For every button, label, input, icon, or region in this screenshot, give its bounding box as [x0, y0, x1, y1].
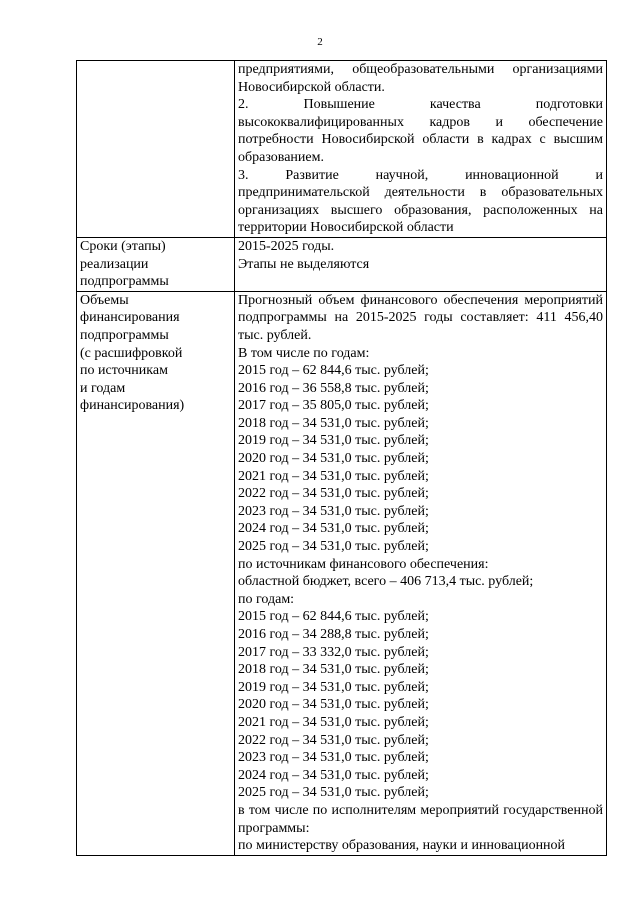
- funding-label-line: финансирования: [80, 310, 180, 326]
- year-amount-line: 2022 год – 34 531,0 тыс. рублей;: [238, 486, 429, 502]
- total-by-year-list: [238, 362, 603, 556]
- goals-cell: [235, 61, 607, 238]
- year-amount-line: 2025 год – 34 531,0 тыс. рублей;: [238, 785, 429, 801]
- funding-label-line: по источникам: [80, 363, 168, 379]
- ministry-text: по министерству образования, науки и инновационной: [238, 838, 566, 854]
- year-amount-line: 2019 год – 34 531,0 тыс. рублей;: [238, 433, 429, 449]
- year-amount-line: 2020 год – 34 531,0 тыс. рублей;: [238, 697, 429, 713]
- sources-heading: по источникам финансового обеспечения:: [238, 556, 489, 572]
- year-amount-line: 2019 год – 34 531,0 тыс. рублей;: [238, 679, 429, 695]
- page-number: 2: [317, 36, 323, 48]
- table-row: [77, 291, 607, 855]
- funding-cell: [235, 291, 607, 855]
- year-amount-line: 2020 год – 34 531,0 тыс. рублей;: [238, 451, 429, 467]
- year-amount-line: 2018 год – 34 531,0 тыс. рублей;: [238, 662, 429, 678]
- funding-label-line: и годам: [80, 380, 126, 396]
- funding-label-line: Объемы: [80, 292, 129, 308]
- funding-intro: Прогнозный объем финансового обеспечения мероприятий подпрограммы на 2015-2025 годы составляет: 411 456,40 тыс. рублей.: [238, 292, 603, 343]
- regional-by-year-list: [238, 608, 603, 802]
- terms-cell: [235, 237, 607, 291]
- year-amount-line: 2015 год – 62 844,6 тыс. рублей;: [238, 363, 429, 379]
- year-amount-line: 2015 год – 62 844,6 тыс. рублей;: [238, 609, 429, 625]
- funding-label-line: финансирования): [80, 398, 185, 414]
- year-amount-line: 2022 год – 34 531,0 тыс. рублей;: [238, 732, 429, 748]
- subprogram-passport-table: [76, 60, 607, 856]
- year-amount-line: 2021 год – 34 531,0 тыс. рублей;: [238, 468, 429, 484]
- year-amount-line: 2017 год – 35 805,0 тыс. рублей;: [238, 398, 429, 414]
- year-amount-line: 2016 год – 36 558,8 тыс. рублей;: [238, 380, 429, 396]
- goal-paragraph-3: 3. Развитие научной, инновационной и предпринимательской деятельности в образовательных организациях высшего образования, расположенных на территории Новосибирской области: [238, 167, 603, 236]
- by-year-heading: В том числе по годам:: [238, 345, 370, 361]
- year-amount-line: 2023 год – 34 531,0 тыс. рублей;: [238, 503, 429, 519]
- year-amount-line: 2016 год – 34 288,8 тыс. рублей;: [238, 627, 429, 642]
- terms-years: 2015-2025 годы.: [238, 238, 335, 254]
- by-years-label: по годам:: [238, 591, 295, 607]
- funding-label-line: (с расшифровкой: [80, 345, 183, 361]
- year-amount-line: 2024 год – 34 531,0 тыс. рублей;: [238, 521, 429, 537]
- funding-label-line: подпрограммы: [80, 327, 169, 343]
- year-amount-line: 2023 год – 34 531,0 тыс. рублей;: [238, 750, 429, 766]
- executors-text: в том числе по исполнителям мероприятий государственной программы:: [238, 802, 603, 836]
- table-row: [77, 61, 607, 238]
- year-amount-line: 2024 год – 34 531,0 тыс. рублей;: [238, 767, 429, 783]
- year-amount-line: 2025 год – 34 531,0 тыс. рублей;: [238, 539, 429, 555]
- terms-label: Сроки (этапы) реализации подпрограммы: [77, 237, 235, 291]
- year-amount-line: 2021 год – 34 531,0 тыс. рублей;: [238, 714, 429, 730]
- year-amount-line: 2018 год – 34 531,0 тыс. рублей;: [238, 415, 429, 431]
- terms-stages: Этапы не выделяются: [238, 256, 370, 272]
- goal-paragraph-1: предприятиями, общеобразовательными организациями Новосибирской области.: [238, 62, 603, 95]
- year-amount-line: 2017 год – 33 332,0 тыс. рублей;: [238, 644, 429, 660]
- regional-budget-total: областной бюджет, всего – 406 713,4 тыс. рублей;: [238, 574, 534, 590]
- goal-paragraph-2: 2. Повышение качества подготовки высококвалифицированных кадров и обеспечение потребности Новосибирской области в кадрах с высшим образованием.: [238, 97, 603, 165]
- table-row: [77, 237, 607, 291]
- funding-label: [77, 291, 235, 855]
- row-label-cell: [77, 61, 235, 238]
